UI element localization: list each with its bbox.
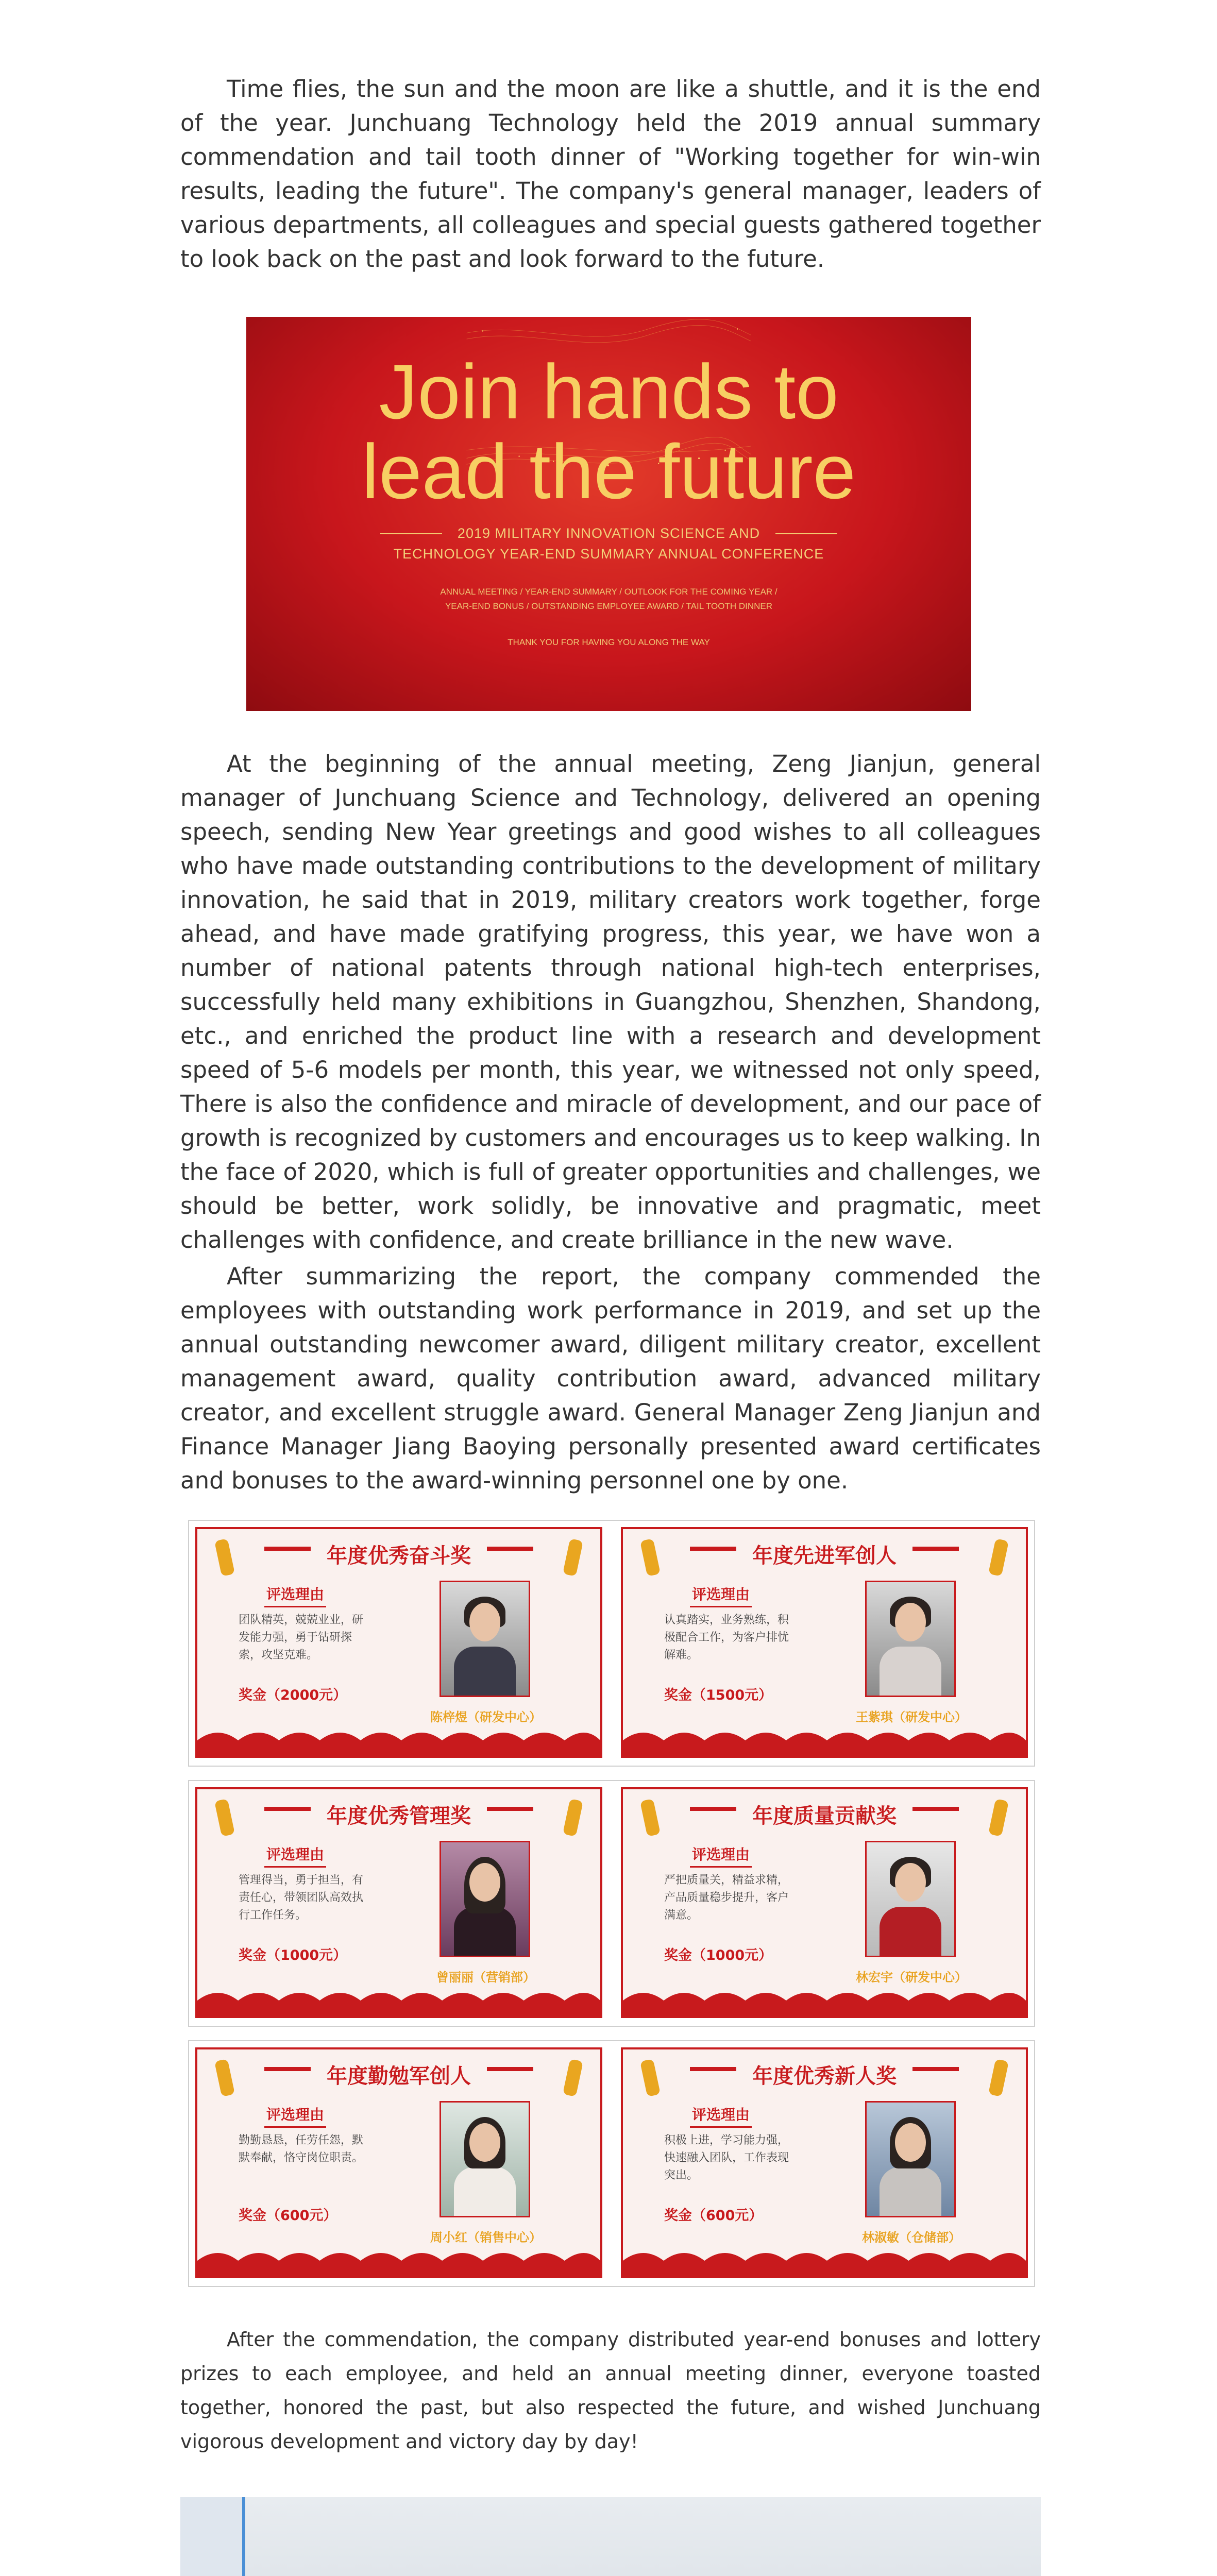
award-prize: 奖金（1000元） [664,1947,773,1963]
award-card [621,2047,1028,2278]
banner-headline-1: Join hands to [379,348,839,435]
award-reason: 认真踏实，业务熟练，积极配合工作，为客户排忧解难。 [664,1614,789,1662]
criteria-label: 评选理由 [690,2104,752,2128]
award-card [195,2047,602,2278]
winner-photo [440,1581,530,1697]
award-card [621,1527,1028,1758]
winner-name: 林宏宇（研发中心） [856,1970,967,1985]
award-row-1 [188,1520,1035,1767]
award-card [621,1787,1028,2018]
award-reason: 团队精英，兢兢业业，研发能力强，勇于钻研探索，攻坚克难。 [239,1614,364,1662]
award-title: 年度优秀奋斗奖 [327,1544,471,1568]
winner-photo [440,2101,530,2217]
award-row-2 [188,1780,1035,2027]
winner-name: 陈梓煜（研发中心） [430,1710,542,1724]
banner-headline-2: lead the future [361,428,856,515]
cloud-border [197,1720,600,1756]
cloud-border [197,2240,600,2276]
banner-thanks: THANK YOU FOR HAVING YOU ALONG THE WAY [508,637,710,647]
winner-photo [865,2101,956,2217]
cloud-border [197,1980,600,2016]
cloud-border [623,1720,1026,1756]
winner-photo [865,1841,956,1957]
award-prize: 奖金（1500元） [664,1687,773,1703]
award-title: 年度质量贡献奖 [752,1804,897,1828]
winner-name: 周小红（销售中心） [430,2230,542,2245]
award-title: 年度勤勉军创人 [327,2064,471,2088]
awards-paragraph: After summarizing the report, the company commended the employees with outstanding work performance in 2019, and set up the annual outstanding newcomer award, diligent military creator, excellent management award, quality contribution award, advanced military creator, and excellent struggle award. General Manager Zeng Jianjun and Finance Manager Jiang Baoying personally presented award certificates and bonuses to the award-winning personnel one by one. [180,1263,1041,1494]
award-prize: 奖金（600元） [664,2208,763,2224]
winner-name: 王紫琪（研发中心） [856,1710,967,1724]
award-title: 年度优秀新人奖 [752,2064,897,2088]
winner-name: 林淑敏（仓储部） [862,2230,961,2245]
cloud-border [623,2240,1026,2276]
criteria-label: 评选理由 [264,1843,326,1868]
award-reason: 严把质量关，精益求精，产品质量稳步提升，客户满意。 [664,1874,789,1922]
winner-photo [865,1581,956,1697]
award-reason: 积极上进，学习能力强，快速融入团队，工作表现突出。 [664,2134,789,2182]
award-row-3 [188,2040,1035,2287]
banner-agenda-2: YEAR-END BONUS / OUTSTANDING EMPLOYEE AWARD / TAIL TOOTH DINNER [445,601,773,611]
award-prize: 奖金（600元） [239,2208,337,2224]
banner-subtitle-2: TECHNOLOGY YEAR-END SUMMARY ANNUAL CONFERENCE [393,546,824,562]
meeting-paragraph: At the beginning of the annual meeting, Zeng Jianjun, general manager of Junchuang Science and Technology, delivered an opening speech, sending New Year greetings and good wishes to all colleagues who have made outstanding contributions to the development of military innovation, he said that in 2019, military creators work together, forge ahead, and have made gratifying progress, this year, we have won a number of national patents through national high-tech enterprises, successfully held many exhibitions in Guangzhou, Shenzhen, Shandong, etc., and enriched the product line with a research and development speed of 5-6 models per month, this year, we witnessed not only speed, There is also the confidence and miracle of development, and our pace of growth is recognized by customers and encourages us to keep walking. In the face of 2020, which is full of greater opportunities and challenges, we should be better, work solidly, be innovative and pragmatic, meet challenges with confidence, and create brilliance in the new wave. [180,750,1041,1253]
banner-agenda-1: ANNUAL MEETING / YEAR-END SUMMARY / OUTLOOK FOR THE COMING YEAR / [440,587,777,597]
award-title: 年度优秀管理奖 [327,1804,471,1828]
award-card [195,1787,602,2018]
criteria-label: 评选理由 [690,1843,752,1868]
criteria-label: 评选理由 [264,1583,326,1607]
winner-photo [440,1841,530,1957]
group-photo [180,2497,1041,2576]
glass-door [180,2497,245,2576]
award-reason: 勤勤恳恳，任劳任怨，默默奉献，恪守岗位职责。 [239,2134,364,2164]
annual-meeting-banner [246,317,971,711]
award-prize: 奖金（2000元） [239,1687,347,1703]
award-card [195,1527,602,1758]
intro-paragraph: Time flies, the sun and the moon are like a shuttle, and it is the end of the year. Junchuang Technology held the 2019 annual summary commendation and tail tooth dinner of "Working together for win-win results, leading the future". The company's general manager, leaders of various departments, all colleagues and special guests gathered together to look back on the past and look forward to the future. [180,75,1041,273]
award-reason: 管理得当，勇于担当，有责任心，带领团队高效执行工作任务。 [239,1874,364,1922]
award-title: 年度先进军创人 [752,1544,897,1568]
dinner-paragraph: After the commendation, the company distributed year-end bonuses and lottery prizes to each employee, and held an annual meeting dinner, everyone toasted together, honored the past, but also respected the future, and wished Junchuang vigorous development and victory day by day! [180,2328,1041,2453]
award-prize: 奖金（1000元） [239,1947,347,1963]
banner-subtitle-1: 2019 MILITARY INNOVATION SCIENCE AND [457,526,760,541]
criteria-label: 评选理由 [690,1583,752,1607]
criteria-label: 评选理由 [264,2104,326,2128]
winner-name: 曾丽丽（营销部） [436,1970,535,1985]
cloud-border [623,1980,1026,2016]
